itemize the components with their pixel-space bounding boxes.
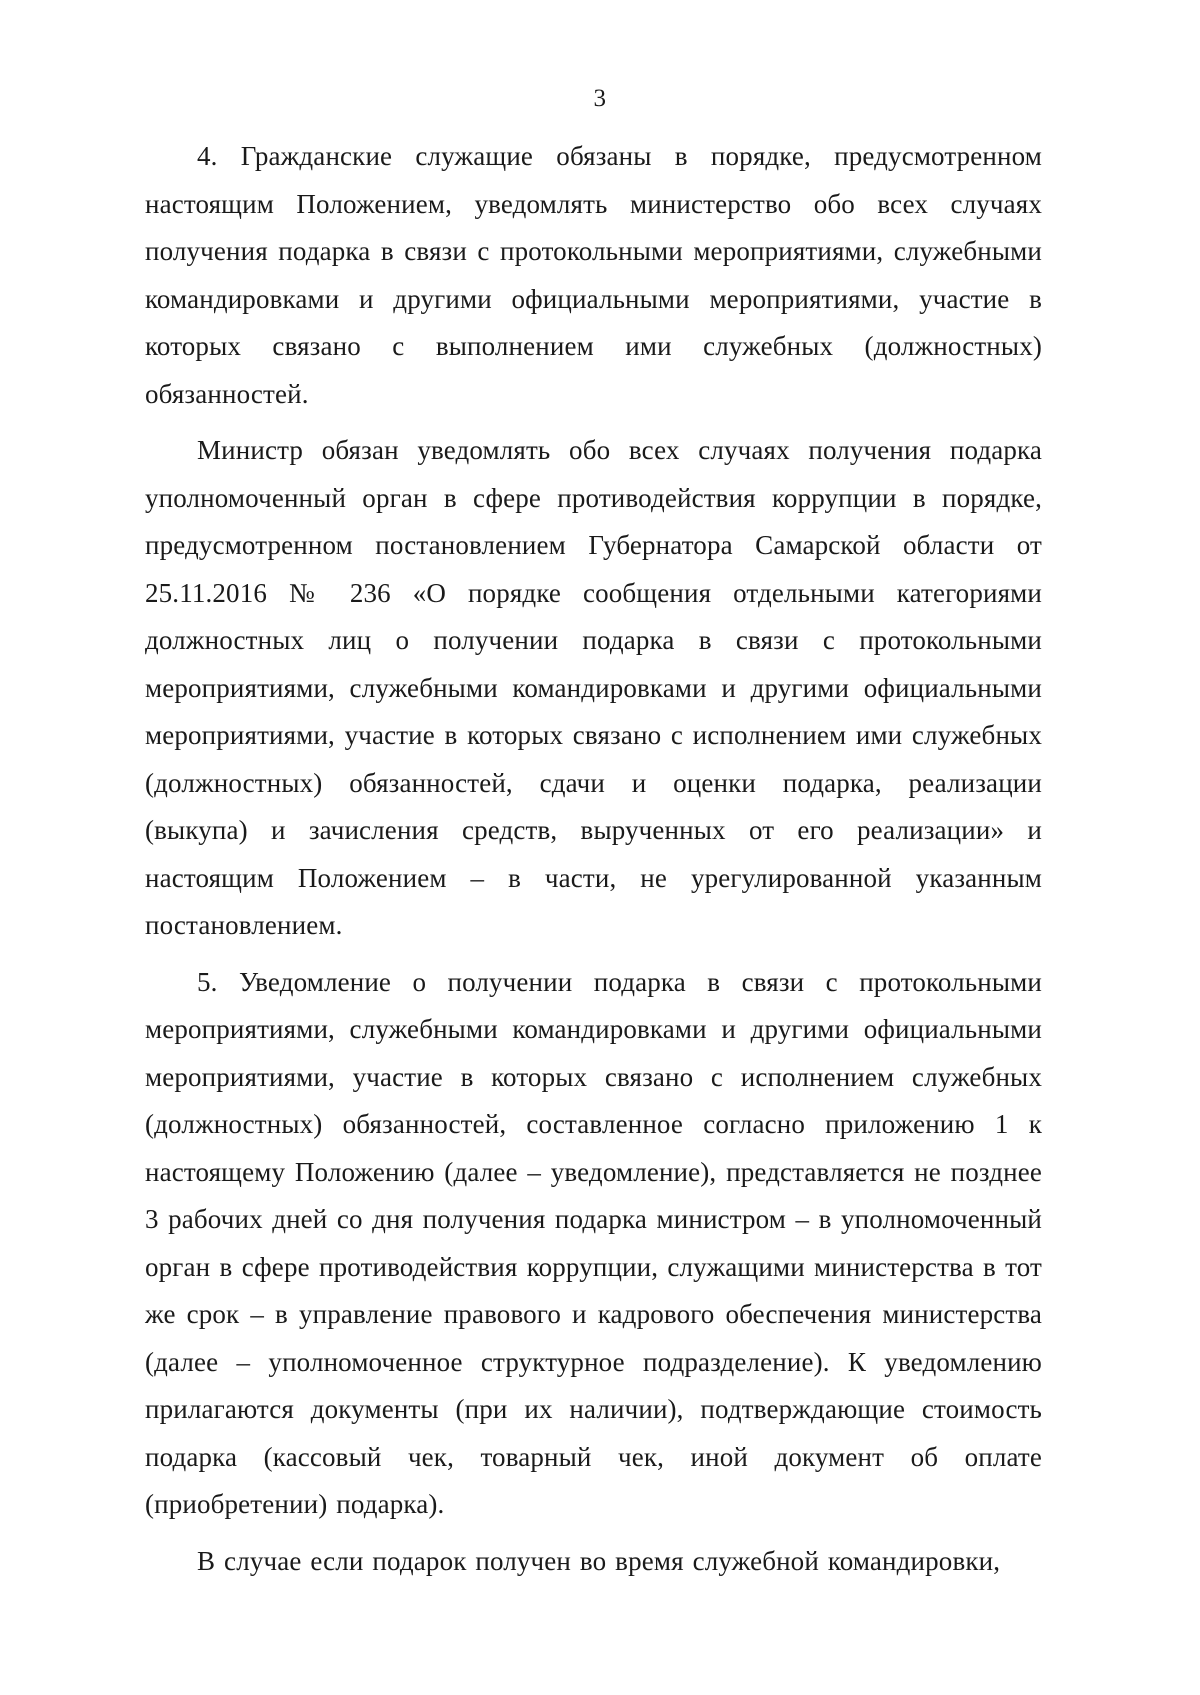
paragraph-business-trip: В случае если подарок получен во время служебной командировки, <box>197 1545 1001 1576</box>
document-body <box>145 133 1042 1585</box>
paragraph-item-5: 5. Уведомление о получении подарка в связи с протокольными мероприятиями, служебными командировками и другими официальными мероприятиями, участие в которых связано с исполнением служебных (должностных) обязанностей, составленное согласно приложению 1 к настоящему Положению (далее – уведомление), представляется не позднее 3 рабочих дней со дня получения подарка министром – в уполномоченный орган в сфере противодействия коррупции, служащими министерства в тот же срок – в управление правового и кадрового обеспечения министерства (далее – уполномоченное структурное подразделение). К уведомлению прилагаются документы (при их наличии), подтверждающие стоимость подарка (кассовый чек, товарный чек, иной документ об оплате (приобретении) подарка). <box>145 966 1042 1519</box>
page-number: 3 <box>593 85 607 112</box>
paragraph-item-4: 4. Гражданские служащие обязаны в порядке, предусмотренном настоящим Положением, уведомлять министерство обо всех случаях получения подарка в связи с протокольными мероприятиями, служебными командировками и другими официальными мероприятиями, участие в которых связано с выполнением ими служебных (должностных) обязанностей. <box>145 141 1042 409</box>
paragraph-minister-obligation: Министр обязан уведомлять обо всех случаях получения подарка уполномоченный орган в сфере противодействия коррупции в порядке, предусмотренном постановлением Губернатора Самарской области от 25.11.2016 № 236 «О порядке сообщения отдельными категориями должностных лиц о получении подарка в связи с протокольными мероприятиями, служебными командировками и другими официальными мероприятиями, участие в которых связано с исполнением ими служебных (должностных) обязанностей, сдачи и оценки подарка, реализации (выкупа) и зачисления средств, вырученных от его реализации» и настоящим Положением – в части, не урегулированной указанным постановлением. <box>145 435 1042 940</box>
